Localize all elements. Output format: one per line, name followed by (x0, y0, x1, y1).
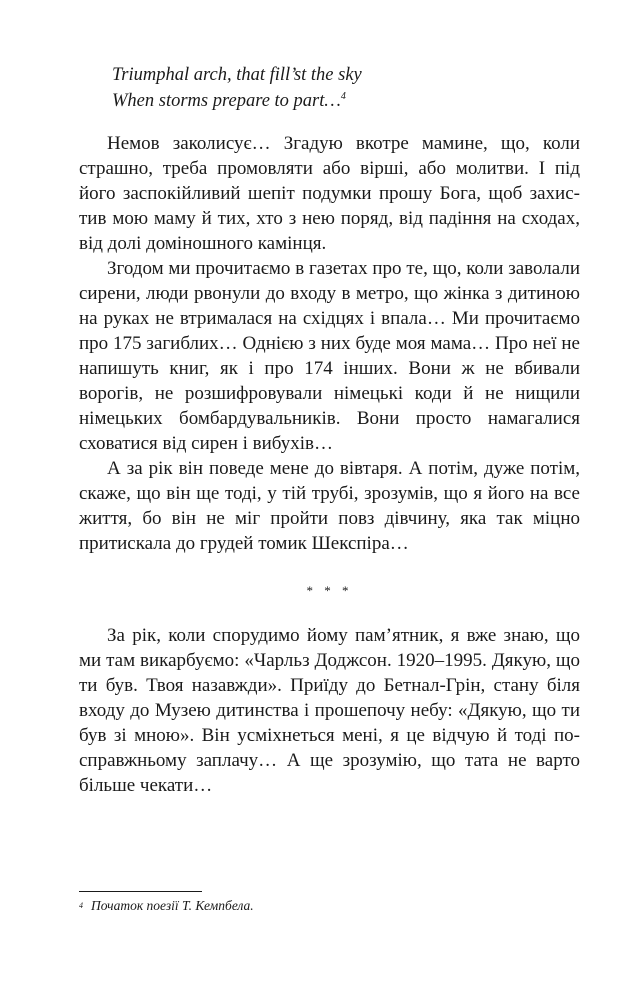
epigraph (112, 62, 572, 114)
footnote-reference: 4 (340, 90, 346, 102)
footnote-marker: 4 (79, 901, 83, 910)
epigraph-line-2 (112, 88, 572, 114)
section-separator: * * * (306, 583, 353, 598)
footnote-text: Початок поезії Т. Кемпбела. (91, 898, 254, 913)
epigraph-line-2-text: When storms prepare to part… (112, 91, 341, 111)
footnote (79, 897, 579, 915)
footnote-divider (79, 891, 202, 892)
paragraph-1: Немов заколисує… Згадую вкотре мамине, що, коли страшно, треба промовляти або вірші, або молитви. І під його заспокійливий шепіт подумки прошу Бога, щоб захистив мою маму й тих, хто з нею поряд, від падіння на сходах, від долі доміношного камінця. (79, 133, 580, 254)
epigraph-line-1: Triumphal arch, that fill’st the sky (112, 65, 362, 85)
paragraph-2: Згодом ми прочитаємо в газетах про те, що, коли заволали сирени, люди рвонули до входу в метро, що жінка з дитиною на руках не втрималася на східцях і впала… Ми прочитаємо про 175 загиблих… Однією з них буде моя мама… Про неї не напишуть книг, як і про 174 інших. Вони ж не вбивали ворогів, не розшифровували німецькі коди й не нищили німецьких бомбардувальників. Вони просто намагалися сховатися від сирен і вибухів… (79, 258, 580, 454)
paragraph-4: За рік, коли спорудимо йому пам’ятник, я вже знаю, що ми там викарбуємо: «Чарльз Доджсон. 1920–1995. Дякую, що ти був. Твоя назавжди». Приїду до Бетнал-Грін, стану біля входу до Музею дитинства і прошепочу небу: «Дякую, що ти був зі мною». Він усміхнеться мені, я це відчую й тоді по-справжньому заплачу… А ще зрозумію, що тата не варто більше чекати… (79, 625, 580, 796)
body-text (79, 131, 580, 798)
paragraph-3: А за рік він поведе мене до вівтаря. А потім, дуже потім, скаже, що він ще тоді, у тій трубі, зрозумів, що я його на все життя, бо він не міг пройти повз дівчину, яка так міцно притискала до грудей томик Шекспіра… (79, 458, 580, 554)
